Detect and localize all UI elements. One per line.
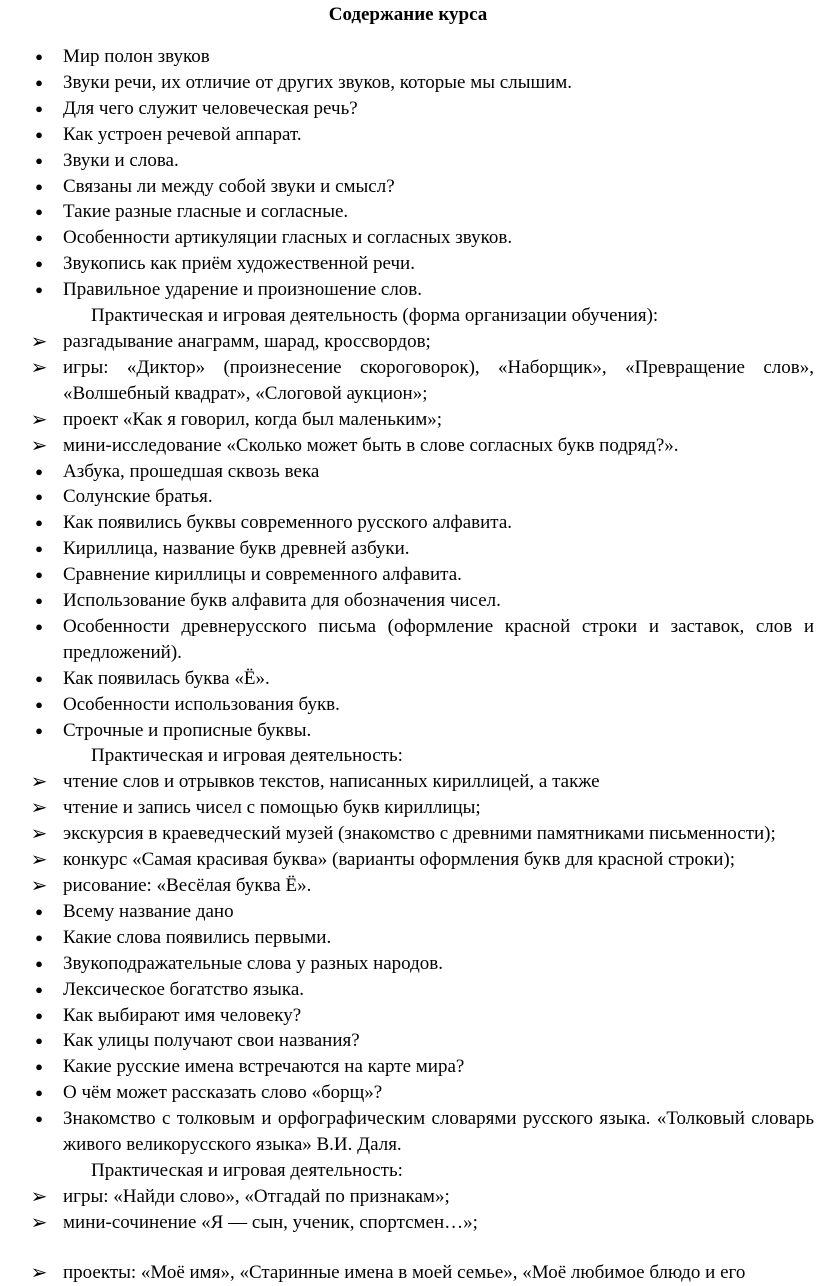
list-item-text: игры: «Найди слово», «Отгадай по признакам»; bbox=[63, 1185, 450, 1207]
arrow-bullet-icon: ➢ bbox=[30, 406, 48, 431]
bullet-list-item bbox=[0, 1003, 816, 1029]
list-item-text: Звуки и слова. bbox=[63, 149, 179, 171]
bullet-icon: ● bbox=[35, 981, 43, 997]
list-item-text: Как появилась буква «Ё». bbox=[63, 667, 270, 689]
bullet-list-item bbox=[0, 70, 816, 96]
list-item-text: О чём может рассказать слово «борщ»? bbox=[63, 1082, 383, 1104]
bullet-icon: ● bbox=[35, 1033, 43, 1049]
arrow-bullet-icon: ➢ bbox=[30, 847, 48, 872]
list-item-text: Правильное ударение и произношение слов. bbox=[63, 279, 423, 301]
arrow-list-item bbox=[0, 1260, 816, 1286]
bullet-list-item bbox=[0, 148, 816, 174]
bullet-list-item bbox=[0, 562, 816, 588]
bullet-list-item bbox=[0, 951, 816, 977]
list-item-text: игры: «Диктор» (произнесение скороговорок), «Наборщик», «Превращение слов», «Волшебный квадрат», «Слоговой аукцион»; bbox=[63, 356, 814, 404]
bullet-icon: ● bbox=[35, 567, 43, 583]
arrow-list-item bbox=[0, 847, 816, 873]
bullet-icon: ● bbox=[35, 126, 43, 142]
list-item-text: разгадывание анаграмм, шарад, кроссвордов; bbox=[63, 330, 431, 352]
arrow-list-item bbox=[0, 795, 816, 821]
bullet-icon: ● bbox=[35, 49, 43, 64]
bullet-icon: ● bbox=[35, 100, 43, 116]
bullet-icon: ● bbox=[35, 204, 43, 220]
bullet-list-item bbox=[0, 666, 816, 692]
bullet-icon: ● bbox=[35, 1085, 43, 1101]
list-item-text: Как улицы получают свои названия? bbox=[63, 1030, 360, 1052]
bullet-icon: ● bbox=[35, 722, 43, 738]
bullet-icon: ● bbox=[35, 618, 43, 634]
bullet-icon: ● bbox=[35, 489, 43, 505]
section-paragraph: Практическая и игровая деятельность (форма организации обучения): bbox=[91, 305, 659, 327]
arrow-list-item bbox=[0, 407, 816, 433]
list-item-text: Всему название дано bbox=[63, 900, 234, 922]
bullet-list-item bbox=[0, 459, 816, 485]
bullet-icon: ● bbox=[35, 230, 43, 246]
bullet-list-item bbox=[0, 692, 816, 718]
list-item-text: Какие слова появились первыми. bbox=[63, 926, 332, 948]
arrow-list-item bbox=[0, 821, 816, 847]
bullet-list-item bbox=[0, 277, 816, 303]
arrow-bullet-icon: ➢ bbox=[30, 1209, 48, 1234]
list-item-text: мини-сочинение «Я — сын, ученик, спортсмен…»; bbox=[63, 1211, 478, 1233]
bullet-icon: ● bbox=[35, 256, 43, 272]
bullet-list-item bbox=[0, 174, 816, 200]
list-item-text: Мир полон звуков bbox=[63, 46, 210, 67]
list-item-text: Кириллица, название букв древней азбуки. bbox=[63, 538, 410, 560]
arrow-bullet-icon: ➢ bbox=[30, 795, 48, 820]
bullet-list-item bbox=[0, 199, 816, 225]
list-item-text: Сравнение кириллицы и современного алфавита. bbox=[63, 564, 462, 586]
arrow-list-item bbox=[0, 1210, 816, 1236]
bullet-list-item bbox=[0, 44, 816, 70]
list-item-text: Особенности использования букв. bbox=[63, 693, 340, 715]
bullet-icon: ● bbox=[35, 152, 43, 168]
list-item-text: конкурс «Самая красивая буква» (варианты оформления букв для красной строки); bbox=[63, 849, 736, 871]
bullet-list-item bbox=[0, 225, 816, 251]
bullet-list-item bbox=[0, 977, 816, 1003]
arrow-bullet-icon: ➢ bbox=[30, 821, 48, 846]
list-item-text: чтение слов и отрывков текстов, написанных кириллицей, а также bbox=[63, 771, 600, 793]
list-item-text: Связаны ли между собой звуки и смысл? bbox=[63, 175, 395, 197]
list-item-text: Солунские братья. bbox=[63, 486, 213, 508]
content-list bbox=[0, 44, 816, 1286]
bullet-list-item bbox=[0, 536, 816, 562]
bullet-icon: ● bbox=[35, 515, 43, 531]
bullet-icon: ● bbox=[35, 903, 43, 919]
list-item-text: Звукопись как приём художественной речи. bbox=[63, 253, 415, 275]
list-item-text: чтение и запись чисел с помощью букв кириллицы; bbox=[63, 797, 481, 819]
list-item-text: мини-исследование «Сколько может быть в слове согласных букв подряд?». bbox=[63, 434, 679, 456]
list-item-text: Для чего служит человеческая речь? bbox=[63, 97, 358, 119]
bullet-list-item bbox=[0, 122, 816, 148]
bullet-icon: ● bbox=[35, 463, 43, 479]
arrow-bullet-icon: ➢ bbox=[30, 1259, 48, 1284]
list-item-text: проект «Как я говорил, когда был маленьким»; bbox=[63, 408, 443, 430]
bullet-icon: ● bbox=[35, 1111, 43, 1127]
list-item-text: Как появились буквы современного русского алфавита. bbox=[63, 512, 513, 534]
arrow-bullet-icon: ➢ bbox=[30, 328, 48, 353]
list-item-text: Звуки речи, их отличие от других звуков, которые мы слышим. bbox=[63, 71, 573, 93]
list-item-text: Использование букв алфавита для обозначения чисел. bbox=[63, 590, 501, 612]
list-item-text: Как устроен речевой аппарат. bbox=[63, 123, 302, 145]
list-item-text: Особенности древнерусского письма (оформление красной строки и заставок, слов и предложений). bbox=[63, 615, 814, 663]
list-item-text: Лексическое богатство языка. bbox=[63, 978, 305, 1000]
arrow-list-item bbox=[0, 355, 816, 407]
list-item-text: экскурсия в краеведческий музей (знакомство с древними памятниками письменности); bbox=[63, 823, 776, 845]
list-item-text: Такие разные гласные и согласные. bbox=[63, 201, 349, 223]
bullet-list-item bbox=[0, 1080, 816, 1106]
section-paragraph: Практическая и игровая деятельность: bbox=[91, 745, 403, 767]
list-item-text: Знакомство с толковым и орфографическим словарями русского языка. «Толковый словарь живого великорусского языка» В.И. Даля. bbox=[63, 1108, 814, 1156]
bullet-icon: ● bbox=[35, 178, 43, 194]
page-title: Содержание курса bbox=[328, 4, 488, 25]
bullet-icon: ● bbox=[35, 541, 43, 557]
bullet-list-item bbox=[0, 510, 816, 536]
arrow-list-item bbox=[0, 433, 816, 459]
list-item-text: Звукоподражательные слова у разных народов. bbox=[63, 952, 444, 974]
bullet-icon: ● bbox=[35, 593, 43, 609]
bullet-list-item bbox=[0, 1106, 816, 1158]
bullet-list-item bbox=[0, 1028, 816, 1054]
bullet-list-item bbox=[0, 718, 816, 744]
bullet-list-item bbox=[0, 925, 816, 951]
list-item-text: Особенности артикуляции гласных и согласных звуков. bbox=[63, 227, 513, 249]
bullet-list-item bbox=[0, 899, 816, 925]
list-item-text: Какие русские имена встречаются на карте мира? bbox=[63, 1056, 465, 1078]
spacer bbox=[0, 1236, 816, 1260]
list-item-text: рисование: «Весёлая буква Ё». bbox=[63, 875, 312, 896]
bullet-list-item bbox=[0, 1054, 816, 1080]
list-item-text: Строчные и прописные буквы. bbox=[63, 719, 312, 741]
arrow-list-item bbox=[0, 769, 816, 795]
list-item-text: Азбука, прошедшая сквозь века bbox=[63, 460, 320, 482]
arrow-list-item bbox=[0, 1184, 816, 1210]
bullet-icon: ● bbox=[35, 670, 43, 686]
bullet-icon: ● bbox=[35, 74, 43, 90]
bullet-icon: ● bbox=[35, 1059, 43, 1075]
bullet-icon: ● bbox=[35, 696, 43, 712]
bullet-list-item bbox=[0, 96, 816, 122]
bullet-icon: ● bbox=[35, 929, 43, 945]
bullet-list-item bbox=[0, 251, 816, 277]
bullet-list-item bbox=[0, 614, 816, 666]
arrow-bullet-icon: ➢ bbox=[30, 873, 48, 897]
bullet-icon: ● bbox=[35, 282, 43, 298]
bullet-list-item bbox=[0, 484, 816, 510]
list-item-text: Как выбирают имя человеку? bbox=[63, 1004, 302, 1026]
bullet-icon: ● bbox=[35, 1007, 43, 1023]
arrow-list-item bbox=[0, 329, 816, 355]
arrow-bullet-icon: ➢ bbox=[30, 354, 48, 379]
arrow-bullet-icon: ➢ bbox=[30, 769, 48, 794]
arrow-list-item bbox=[0, 873, 816, 899]
arrow-bullet-icon: ➢ bbox=[30, 432, 48, 457]
section-paragraph: Практическая и игровая деятельность: bbox=[91, 1159, 403, 1181]
bullet-list-item bbox=[0, 588, 816, 614]
arrow-bullet-icon: ➢ bbox=[30, 1183, 48, 1208]
list-item-text: проекты: «Моё имя», «Старинные имена в моей семье», «Моё любимое блюдо и его bbox=[63, 1261, 746, 1283]
bullet-icon: ● bbox=[35, 955, 43, 971]
